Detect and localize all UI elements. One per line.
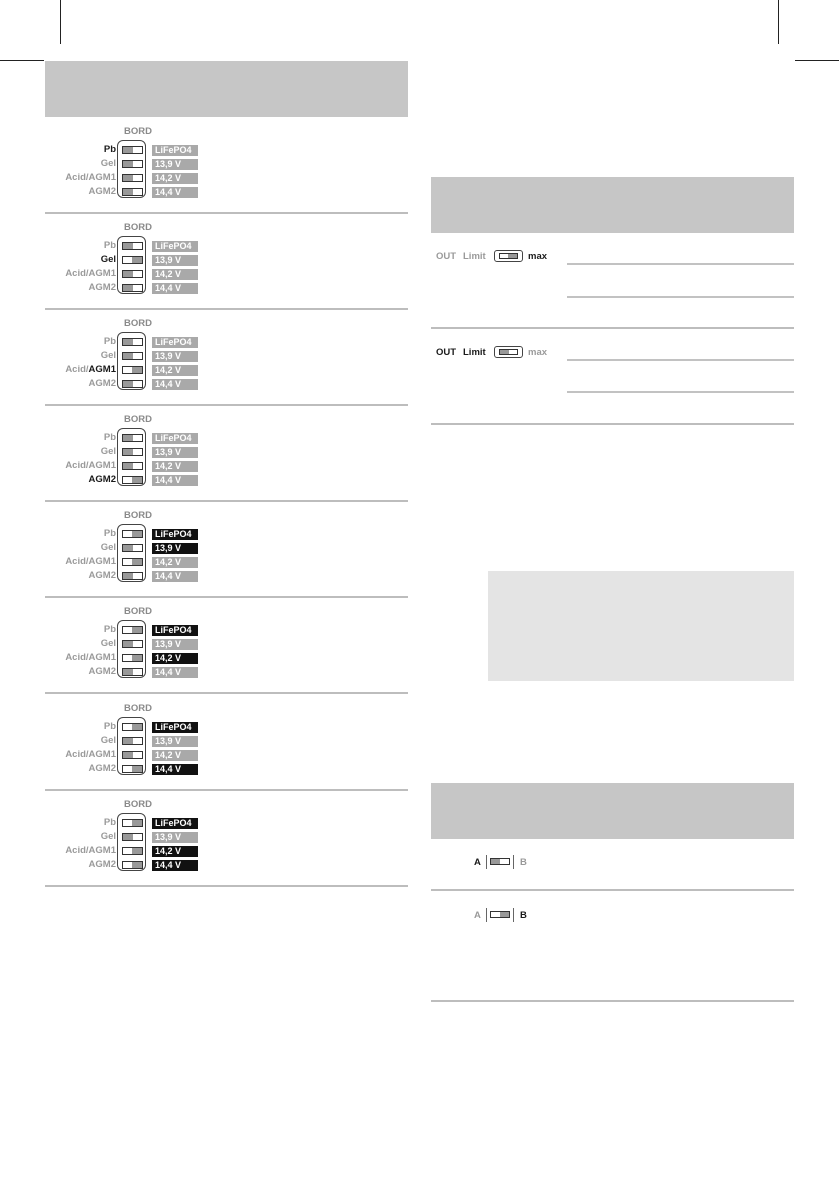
dip-switch — [122, 654, 143, 662]
out-limit-switch-normal — [494, 346, 523, 358]
voltage-label: 13,9 V — [152, 736, 198, 747]
ab-bottom — [431, 1000, 794, 1002]
limit-label: Limit — [463, 347, 486, 358]
out-limit-line-2 — [567, 296, 794, 298]
dip-switch — [122, 270, 143, 278]
battery-type-label — [104, 721, 116, 733]
section-divider — [45, 500, 408, 502]
dip-switch — [122, 284, 143, 292]
crop-mark-top-right — [778, 0, 779, 44]
battery-type-label — [65, 749, 116, 761]
battery-type-label — [104, 528, 116, 540]
bord-label: BORD — [124, 799, 152, 810]
dip-switch — [122, 160, 143, 168]
dip-switch — [122, 352, 143, 360]
battery-type-text: AGM1 — [88, 460, 116, 471]
dip-switch — [122, 640, 143, 648]
voltage-label: 14,2 V — [152, 557, 198, 568]
battery-type-label — [65, 556, 116, 568]
dip-switch — [122, 462, 143, 470]
dip-switch — [122, 847, 143, 855]
dip-switch — [122, 256, 143, 264]
battery-type-text: Pb — [103, 624, 116, 635]
dip-switch — [122, 737, 143, 745]
note-box — [488, 571, 794, 681]
battery-type-text: Acid/ — [65, 652, 89, 663]
dip-switch — [122, 751, 143, 759]
battery-type-text: AGM1 — [88, 172, 116, 183]
dip-switch — [122, 558, 143, 566]
bord-label: BORD — [124, 703, 152, 714]
battery-type-text: AGM1 — [88, 749, 116, 760]
battery-setting-2 — [45, 222, 408, 318]
battery-type-text: AGM2 — [88, 666, 116, 677]
section-divider — [45, 885, 408, 887]
out-limit-line-4 — [567, 391, 794, 393]
battery-setting-6 — [45, 606, 408, 702]
battery-type-label — [65, 652, 116, 664]
dip-switch — [122, 544, 143, 552]
battery-setting-4 — [45, 414, 408, 510]
bord-label: BORD — [124, 606, 152, 617]
battery-type-label — [89, 474, 116, 486]
voltage-label: 13,9 V — [152, 639, 198, 650]
battery-type-text: Pb — [103, 528, 116, 539]
battery-type-text: AGM1 — [88, 556, 116, 567]
battery-type-text: Acid/ — [65, 364, 89, 375]
battery-setting-7 — [45, 703, 408, 799]
section-divider — [45, 404, 408, 406]
battery-type-text: Acid/ — [65, 556, 89, 567]
battery-type-label — [101, 638, 116, 650]
crop-mark-top-left — [60, 0, 61, 44]
ab-row-b — [431, 908, 794, 924]
b-label: B — [520, 910, 527, 921]
a-label: A — [474, 910, 481, 921]
battery-type-text: Acid/ — [65, 268, 89, 279]
voltage-label: LiFePO4 — [152, 337, 198, 348]
dip-switch — [122, 242, 143, 250]
battery-type-label — [101, 735, 116, 747]
crop-mark-top-left-h — [0, 60, 44, 61]
voltage-label: 14,2 V — [152, 173, 198, 184]
battery-type-text: Gel — [100, 446, 116, 457]
voltage-label: 14,4 V — [152, 283, 198, 294]
battery-type-text: Pb — [103, 240, 116, 251]
battery-type-label — [101, 831, 116, 843]
battery-setting-1 — [45, 126, 408, 222]
max-label: max — [528, 347, 548, 358]
b-label: B — [520, 857, 527, 868]
out-limit-divider — [431, 327, 794, 329]
voltage-label: 14,4 V — [152, 475, 198, 486]
battery-type-text: AGM2 — [88, 474, 116, 485]
battery-type-label — [104, 336, 116, 348]
ab-switch-header — [431, 783, 794, 839]
dip-switch — [122, 448, 143, 456]
battery-type-text: AGM1 — [88, 364, 116, 375]
voltage-label: 13,9 V — [152, 543, 198, 554]
dip-switch — [122, 380, 143, 388]
voltage-label: 14,4 V — [152, 764, 198, 775]
dip-switch — [122, 833, 143, 841]
voltage-label: 14,4 V — [152, 187, 198, 198]
section-divider — [45, 308, 408, 310]
battery-type-text: AGM2 — [88, 378, 116, 389]
battery-type-label — [89, 378, 116, 390]
left-section-header — [45, 61, 408, 117]
voltage-label: LiFePO4 — [152, 145, 198, 156]
battery-type-text: Gel — [100, 638, 116, 649]
section-divider — [45, 212, 408, 214]
dip-switch — [122, 476, 143, 484]
battery-type-label — [89, 763, 116, 775]
out-label: OUT — [436, 347, 457, 358]
battery-type-text: Acid/ — [65, 172, 89, 183]
battery-type-label — [104, 624, 116, 636]
voltage-label: 13,9 V — [152, 832, 198, 843]
dip-switch — [122, 861, 143, 869]
battery-type-text: Gel — [100, 735, 116, 746]
battery-type-label — [89, 282, 116, 294]
voltage-label: 14,2 V — [152, 846, 198, 857]
voltage-label: 14,4 V — [152, 379, 198, 390]
battery-type-label — [104, 240, 116, 252]
ab-switch-a — [486, 855, 514, 869]
dip-switch — [122, 626, 143, 634]
max-label: max — [528, 251, 548, 262]
battery-type-label — [89, 186, 116, 198]
battery-type-text: Pb — [103, 336, 116, 347]
voltage-label: LiFePO4 — [152, 625, 198, 636]
battery-type-label — [65, 172, 116, 184]
out-limit-line-3 — [567, 359, 794, 361]
voltage-label: LiFePO4 — [152, 433, 198, 444]
ab-row-a — [431, 855, 794, 871]
voltage-label: 14,2 V — [152, 653, 198, 664]
dip-switch — [122, 530, 143, 538]
battery-type-text: AGM1 — [88, 268, 116, 279]
limit-label: Limit — [463, 251, 486, 262]
out-limit-line-1 — [567, 263, 794, 265]
dip-switch — [122, 146, 143, 154]
voltage-label: 14,4 V — [152, 860, 198, 871]
battery-type-label — [104, 144, 116, 156]
battery-setting-8 — [45, 799, 408, 895]
voltage-label: LiFePO4 — [152, 529, 198, 540]
battery-type-label — [89, 570, 116, 582]
dip-switch — [122, 572, 143, 580]
battery-type-text: Acid/ — [65, 845, 89, 856]
battery-type-text: Gel — [100, 831, 116, 842]
out-limit-bottom — [431, 423, 794, 425]
battery-setting-3 — [45, 318, 408, 414]
battery-type-label — [65, 460, 116, 472]
battery-type-text: AGM2 — [88, 186, 116, 197]
battery-type-label — [89, 666, 116, 678]
ab-divider — [431, 889, 794, 891]
battery-type-text: Gel — [100, 158, 116, 169]
voltage-label: 14,2 V — [152, 269, 198, 280]
voltage-label: 13,9 V — [152, 159, 198, 170]
out-limit-header — [431, 177, 794, 233]
battery-type-text: Pb — [103, 817, 116, 828]
battery-type-label — [65, 364, 116, 376]
battery-type-text: Acid/ — [65, 749, 89, 760]
battery-type-text: AGM2 — [88, 859, 116, 870]
battery-type-text: AGM2 — [88, 763, 116, 774]
voltage-label: 14,2 V — [152, 750, 198, 761]
ab-switch-b — [486, 908, 514, 922]
battery-type-label — [104, 817, 116, 829]
dip-switch — [122, 723, 143, 731]
dip-switch — [122, 338, 143, 346]
crop-mark-top-right-h — [795, 60, 839, 61]
battery-type-label — [101, 446, 116, 458]
battery-type-label — [101, 542, 116, 554]
voltage-label: LiFePO4 — [152, 818, 198, 829]
voltage-label: 13,9 V — [152, 447, 198, 458]
section-divider — [45, 789, 408, 791]
battery-type-label — [104, 432, 116, 444]
battery-type-text: Gel — [100, 254, 116, 265]
out-limit-switch-max — [494, 250, 523, 262]
dip-switch — [122, 668, 143, 676]
voltage-label: 14,2 V — [152, 365, 198, 376]
battery-type-text: Pb — [103, 144, 116, 155]
battery-type-label — [101, 350, 116, 362]
dip-switch — [122, 366, 143, 374]
battery-type-text: Pb — [103, 721, 116, 732]
voltage-label: 14,4 V — [152, 571, 198, 582]
battery-type-text: AGM2 — [88, 570, 116, 581]
voltage-label: 13,9 V — [152, 351, 198, 362]
dip-switch — [122, 765, 143, 773]
dip-switch — [122, 819, 143, 827]
dip-switch — [122, 188, 143, 196]
battery-type-text: AGM1 — [88, 845, 116, 856]
battery-type-text: Pb — [103, 432, 116, 443]
battery-type-text: Acid/ — [65, 460, 89, 471]
battery-type-label — [101, 158, 116, 170]
voltage-label: 13,9 V — [152, 255, 198, 266]
dip-switch — [122, 434, 143, 442]
voltage-label: LiFePO4 — [152, 722, 198, 733]
battery-type-text: AGM1 — [88, 652, 116, 663]
bord-label: BORD — [124, 222, 152, 233]
battery-type-label — [101, 254, 116, 266]
section-divider — [45, 692, 408, 694]
battery-type-label — [65, 268, 116, 280]
dip-switch — [122, 174, 143, 182]
bord-label: BORD — [124, 414, 152, 425]
bord-label: BORD — [124, 126, 152, 137]
battery-type-text: AGM2 — [88, 282, 116, 293]
battery-type-label — [65, 845, 116, 857]
bord-label: BORD — [124, 318, 152, 329]
section-divider — [45, 596, 408, 598]
a-label: A — [474, 857, 481, 868]
voltage-label: 14,2 V — [152, 461, 198, 472]
bord-label: BORD — [124, 510, 152, 521]
battery-setting-5 — [45, 510, 408, 606]
battery-type-text: Gel — [100, 350, 116, 361]
battery-type-label — [89, 859, 116, 871]
out-label: OUT — [436, 251, 457, 262]
voltage-label: LiFePO4 — [152, 241, 198, 252]
battery-type-text: Gel — [100, 542, 116, 553]
voltage-label: 14,4 V — [152, 667, 198, 678]
